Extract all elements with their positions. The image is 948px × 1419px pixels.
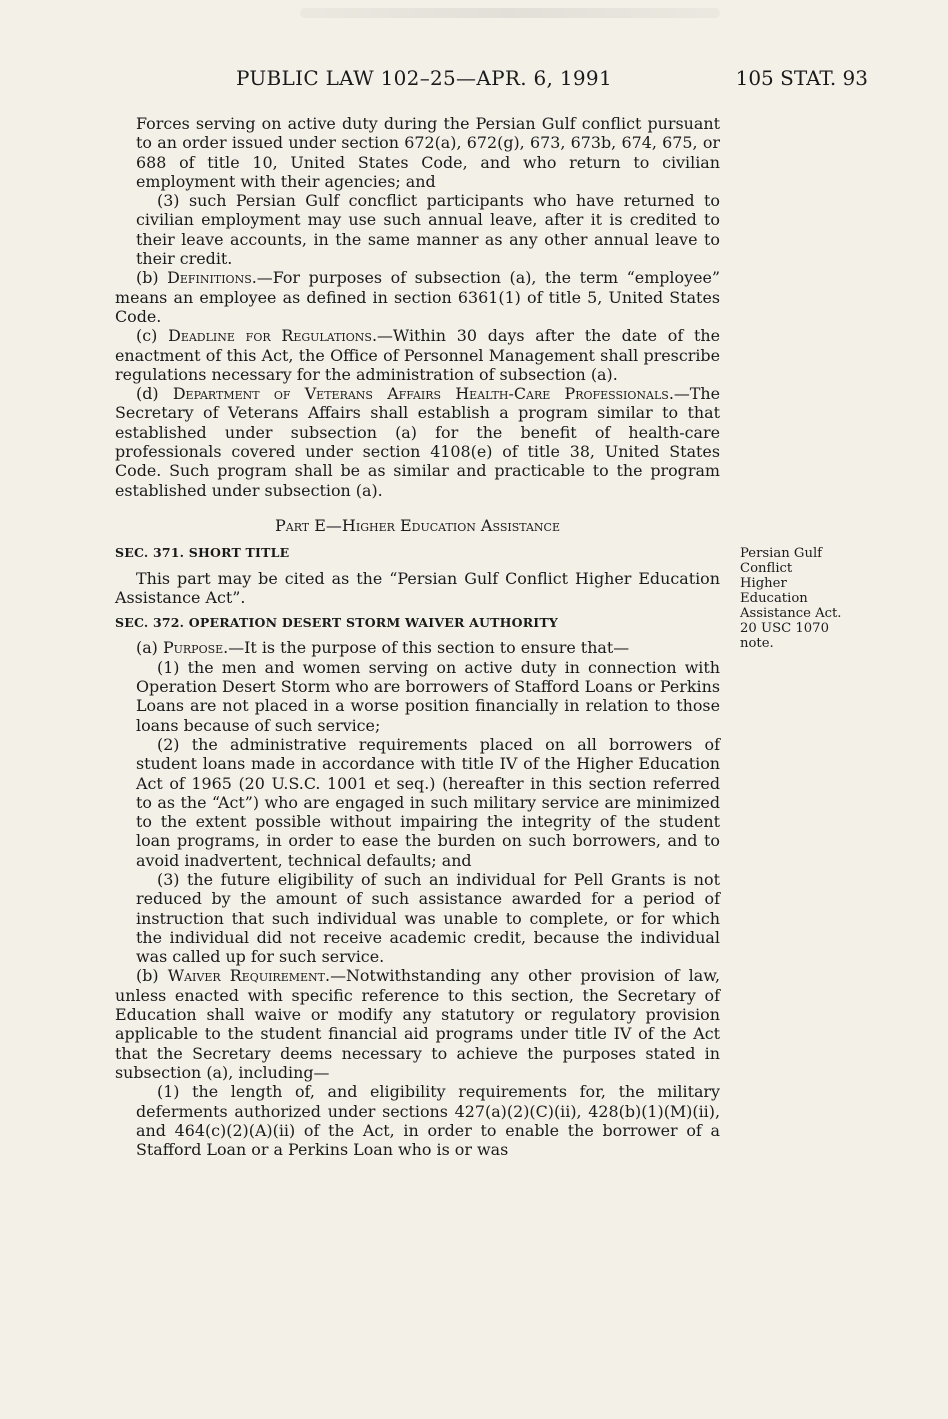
bleed-through-mark: [300, 8, 720, 18]
subsection-heading: Purpose: [162, 638, 224, 658]
stat-page-number: 105 STAT. 93: [735, 66, 868, 90]
subsection-text: .—Within 30 days after the date of the enactment of this Act, the Office of Personnel Management shall prescribe regulations necessary for the administration of subsection (a).: [115, 326, 721, 384]
subsection-d-veterans: [115, 384, 720, 500]
running-head-title: PUBLIC LAW 102–25—APR. 6, 1991: [236, 66, 612, 90]
main-body-text: [115, 114, 720, 1159]
paragraph-b1: (1) the length of, and eligibility requirements for, the military deferments authorized under sections 427(a)(2)(C)(ii), 428(b)(1)(M)(ii), and 464(c)(2)(A)(ii) of the Act, in order to enable the borrower of a Stafford Loan or a Perkins Loan who is or was: [136, 1082, 720, 1160]
subsection-text: .—For purposes of subsection (a), the term “employee” means an employee as defined in section 6361(1) of title 5, United States Code.: [115, 268, 720, 326]
subsection-text: .—Notwithstanding any other provision of law, unless enacted with specific reference to this section, the Secretary of Education shall waive or modify any statutory or regulatory provision applicable to the student financial aid programs under title IV of the Act that the Secretary deems necessary to achieve the purposes stated in subsection (a), including—: [115, 966, 720, 1082]
subsection-label: (d): [136, 384, 173, 404]
section-372-heading: SEC. 372. OPERATION DESERT STORM WAIVER AUTHORITY: [115, 615, 558, 631]
section-371-heading: SEC. 371. SHORT TITLE: [115, 545, 290, 561]
subsection-heading: Definitions: [167, 268, 252, 288]
margin-note: [740, 546, 860, 651]
subsection-a-purpose: [115, 638, 720, 657]
margin-note-line: Higher: [740, 576, 787, 591]
subsection-heading: Department of Veterans Affairs Health-Care Professionals: [172, 384, 669, 404]
page-header: [0, 66, 948, 94]
subsection-label: (b): [136, 966, 168, 986]
subsection-c-deadline: [115, 326, 720, 384]
continued-paragraph: Forces serving on active duty during the Persian Gulf conflict pursuant to an order issued under section 672(a), 672(g), 673, 673b, 674, 675, or 688 of title 10, United States Code, and who return to civilian employment with their agencies; and: [136, 114, 720, 191]
margin-note-line: Persian Gulf: [740, 546, 823, 561]
part-heading: Part E—Higher Education Assistance: [275, 515, 560, 535]
margin-note-citation: note.: [740, 636, 774, 651]
paragraph-3: (3) such Persian Gulf concflict participants who have returned to civilian employment may use such annual leave, after it is credited to their leave accounts, in the same manner as any other annual leave to their credit.: [136, 191, 720, 269]
subsection-b-definitions: [115, 268, 720, 326]
subsection-label: (c): [136, 326, 169, 346]
subsection-text: .—The Secretary of Veterans Affairs shall establish a program similar to that established under subsection (a) for the benefit of health-care professionals covered under section 4108(e) of title 38, United States Code. Such program shall be as similar and practicable to the program established under subsection (a).: [115, 384, 720, 500]
section-371-text: This part may be cited as the “Persian Gulf Conflict Higher Education Assistance Act”.: [115, 568, 720, 607]
subsection-label: (a): [136, 638, 163, 658]
margin-note-citation: 20 USC 1070: [740, 621, 829, 636]
margin-note-line: Conflict: [740, 561, 793, 576]
subsection-label: (b): [136, 268, 168, 288]
subsection-text: .—It is the purpose of this section to ensure that—: [223, 638, 630, 658]
subsection-b-waiver: [115, 966, 720, 1082]
paragraph-a3: (3) the future eligibility of such an individual for Pell Grants is not reduced by the amount of such assistance awarded for a period of instruction that such individual was unable to complete, or for which the individual did not receive academic credit, because the individual was called up for such service.: [136, 869, 720, 967]
subsection-heading: Deadline for Regulations: [168, 326, 372, 346]
paragraph-a2: (2) the administrative requirements placed on all borrowers of student loans made in accordance with title IV of the Higher Education Act of 1965 (20 U.S.C. 1001 et seq.) (hereafter in this section referred to as the “Act”) who are engaged in such military service are minimized to the extent possible without impairing the integrity of the student loan programs, in order to ease the burden on such borrowers, and to avoid inadvertent, technical defaults; and: [136, 734, 720, 870]
margin-note-line: Assistance Act.: [740, 606, 842, 621]
margin-note-line: Education: [740, 591, 808, 606]
paragraph-a1: (1) the men and women serving on active duty in connection with Operation Desert Storm who are borrowers of Stafford Loans or Perkins Loans are not placed in a worse position financially in relation to those loans because of such service;: [136, 657, 720, 735]
subsection-heading: Waiver Requirement: [167, 966, 326, 986]
